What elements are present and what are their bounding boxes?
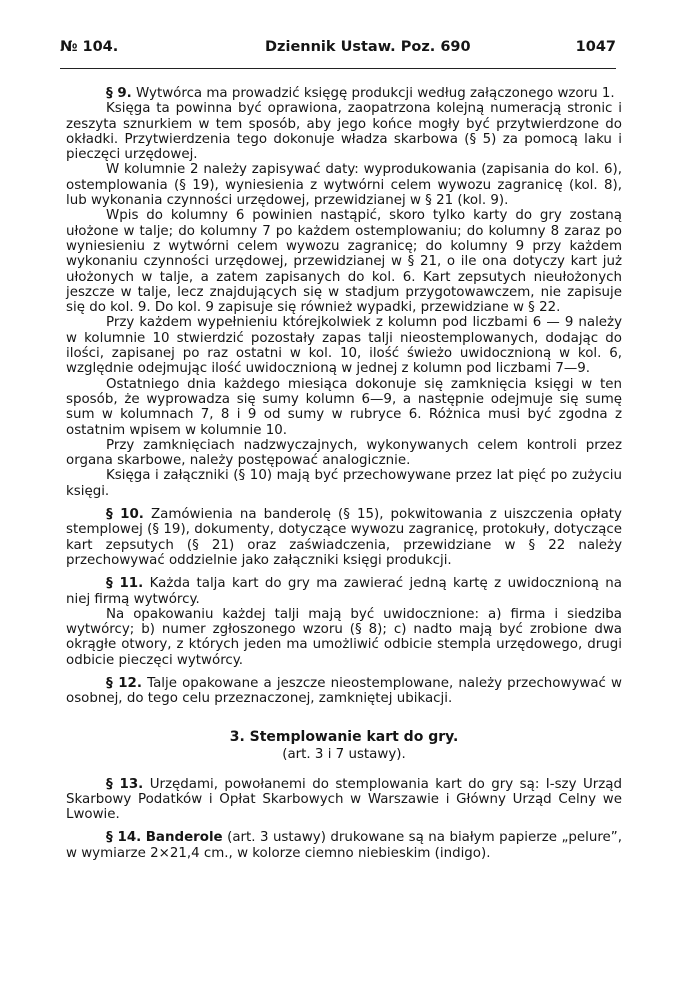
paragraph-12: [66, 676, 622, 707]
paragraph-11: [66, 576, 622, 607]
paragraph-9-3: W kolumnie 2 należy zapisywać daty: wyprodukowania (zapisania do kol. 6), ostemplowania (§ 19), wyniesienia z wytwórni celem wywozu zagranicę (kol. 8), lub wykonania czynności urzędowej, przewidzianej w § 21 (kol. 9).: [66, 162, 622, 209]
paragraph-13-text: Urzędami, powołanemi do stemplowania kart do gry są: I-szy Urząd Skarbowy Podatków i Opłat Skarbowych w Warszawie i Główny Urząd Celny we Lwowie.: [66, 776, 622, 823]
paragraph-14: [66, 830, 622, 861]
paragraph-11-2: Na opakowaniu każdej talji mają być uwidocznione: a) firma i siedziba wytwórcy; b) numer zgłoszonego wzoru (§ 8); c) nadto mają być zrobione dwa okrągłe otwory, z których jeden ma umożliwić odbicie stempla urzędowego, drugi odbicie pieczęci wytwórcy.: [66, 606, 622, 668]
section-sign-13: § 13.: [106, 776, 144, 792]
journal-title: Dziennik Ustaw. Poz. 690: [265, 39, 471, 55]
page-number: 1047: [575, 39, 616, 55]
paragraph-9-6: Ostatniego dnia każdego miesiąca dokonuje się zamknięcia księgi w ten sposób, że wyprowadza się sumy kolumn 6—9, a następnie odejmuje się sumę sum w kolumnach 7, 8 i 9 od sumy w rubryce 6. Różnica musi być zgodna z ostatnim wpisem w kolumnie 10.: [66, 376, 622, 438]
section-sign-10: § 10.: [106, 507, 144, 523]
paragraph-11-text: Każda talja kart do gry ma zawierać jedną kartę z uwidocznioną na niej firmą wytwórcy.: [66, 576, 622, 607]
section-sign-12: § 12.: [106, 675, 142, 691]
section-sign-9: § 9.: [106, 86, 132, 101]
section-sign-14: § 14.: [106, 830, 142, 846]
section-heading: 3. Stemplowanie kart do gry.: [229, 728, 459, 745]
paragraph-12-text: Talje opakowane a jeszcze nieostemplowane, należy przechowywać w osobnej, do tego celu przeznaczonej, zamkniętej ubikacji.: [66, 675, 622, 707]
header-rule: [60, 68, 616, 69]
issue-number: № 104.: [60, 39, 119, 55]
section-subheading: (art. 3 i 7 ustawy).: [282, 746, 406, 762]
paragraph-9-text: Wytwórca ma prowadzić księgę produkcji według załączonego wzoru 1.: [136, 86, 615, 101]
paragraph-9-4: Wpis do kolumny 6 powinien nastąpić, skoro tylko karty do gry zostaną ułożone w talje; do kolumny 7 po każdem ostemplowaniu; do kolumny 8 zaraz po wyniesieniu z wytwórni celem wywozu zagranicę; do kolumny 9 przy każdem wykonaniu czynności urzędowej, przewidzianej w § 21, o ile ona dotyczy kart już ułożonych w talje, a zatem zapisanych do kol. 6. Kart zepsutych nieułożonych jeszcze w talje, lecz znajdujących się w stadjum przygotowawczem, nie zapisuje się do kol. 9. Do kol. 9 zapisuje się również wypadki, przewidziane w § 22.: [66, 208, 622, 316]
document-body: [66, 86, 622, 861]
paragraph-10-text: Zamówienia na banderolę (§ 15), pokwitowania z uiszczenia opłaty stemplowej (§ 19), dokumenty, dotyczące wywozu zagranicę, protokuły, dotyczące kart zepsutych (§ 21) oraz zaświadczenia, przewidziane w § 22 należy przechowywać oddzielnie jako załączniki księgi produkcji.: [66, 507, 622, 568]
page-header: [60, 35, 616, 63]
section-sign-11: § 11.: [106, 576, 144, 592]
paragraph-9-2: Księga ta powinna być oprawiona, zaopatrzona kolejną numeracją stronic i zeszyta sznurkiem w tem sposób, aby jego końce mogły być przytwierdzone do okładki. Przytwierdzenia tego dokonuje władza skarbowa (§ 5) za pomocą laku i pieczęci urzędowej.: [66, 101, 622, 163]
paragraph-13: [66, 777, 622, 823]
paragraph-10: [66, 507, 622, 568]
paragraph-9-5: Przy każdem wypełnieniu którejkolwiek z kolumn pod liczbami 6 — 9 należy w kolumnie 10 stwierdzić pozostały zapas talji nieostemplowanych, dodając do ilości, zapisanej po raz ostatni w kol. 10, ilość świeżo uwidocznioną w kol. 6, względnie odejmując ilość uwidocznioną w jednej z kolumn pod liczbami 7—9.: [66, 315, 622, 377]
paragraph-14-bold: Banderole: [145, 830, 223, 846]
paragraph-9: [66, 86, 622, 101]
paragraph-9-7: Przy zamknięciach nadzwyczajnych, wykonywanych celem kontroli przez organa skarbowe, należy postępować analogicznie.: [66, 437, 622, 469]
paragraph-14-text: (art. 3 ustawy) drukowane są na białym papierze „pelure”, w wymiarze 2×21,4 cm., w kolorze ciemno niebieskim (indigo).: [66, 830, 622, 861]
paragraph-9-8: Księga i załączniki (§ 10) mają być przechowywane przez lat pięć po zużyciu księgi.: [66, 468, 622, 499]
